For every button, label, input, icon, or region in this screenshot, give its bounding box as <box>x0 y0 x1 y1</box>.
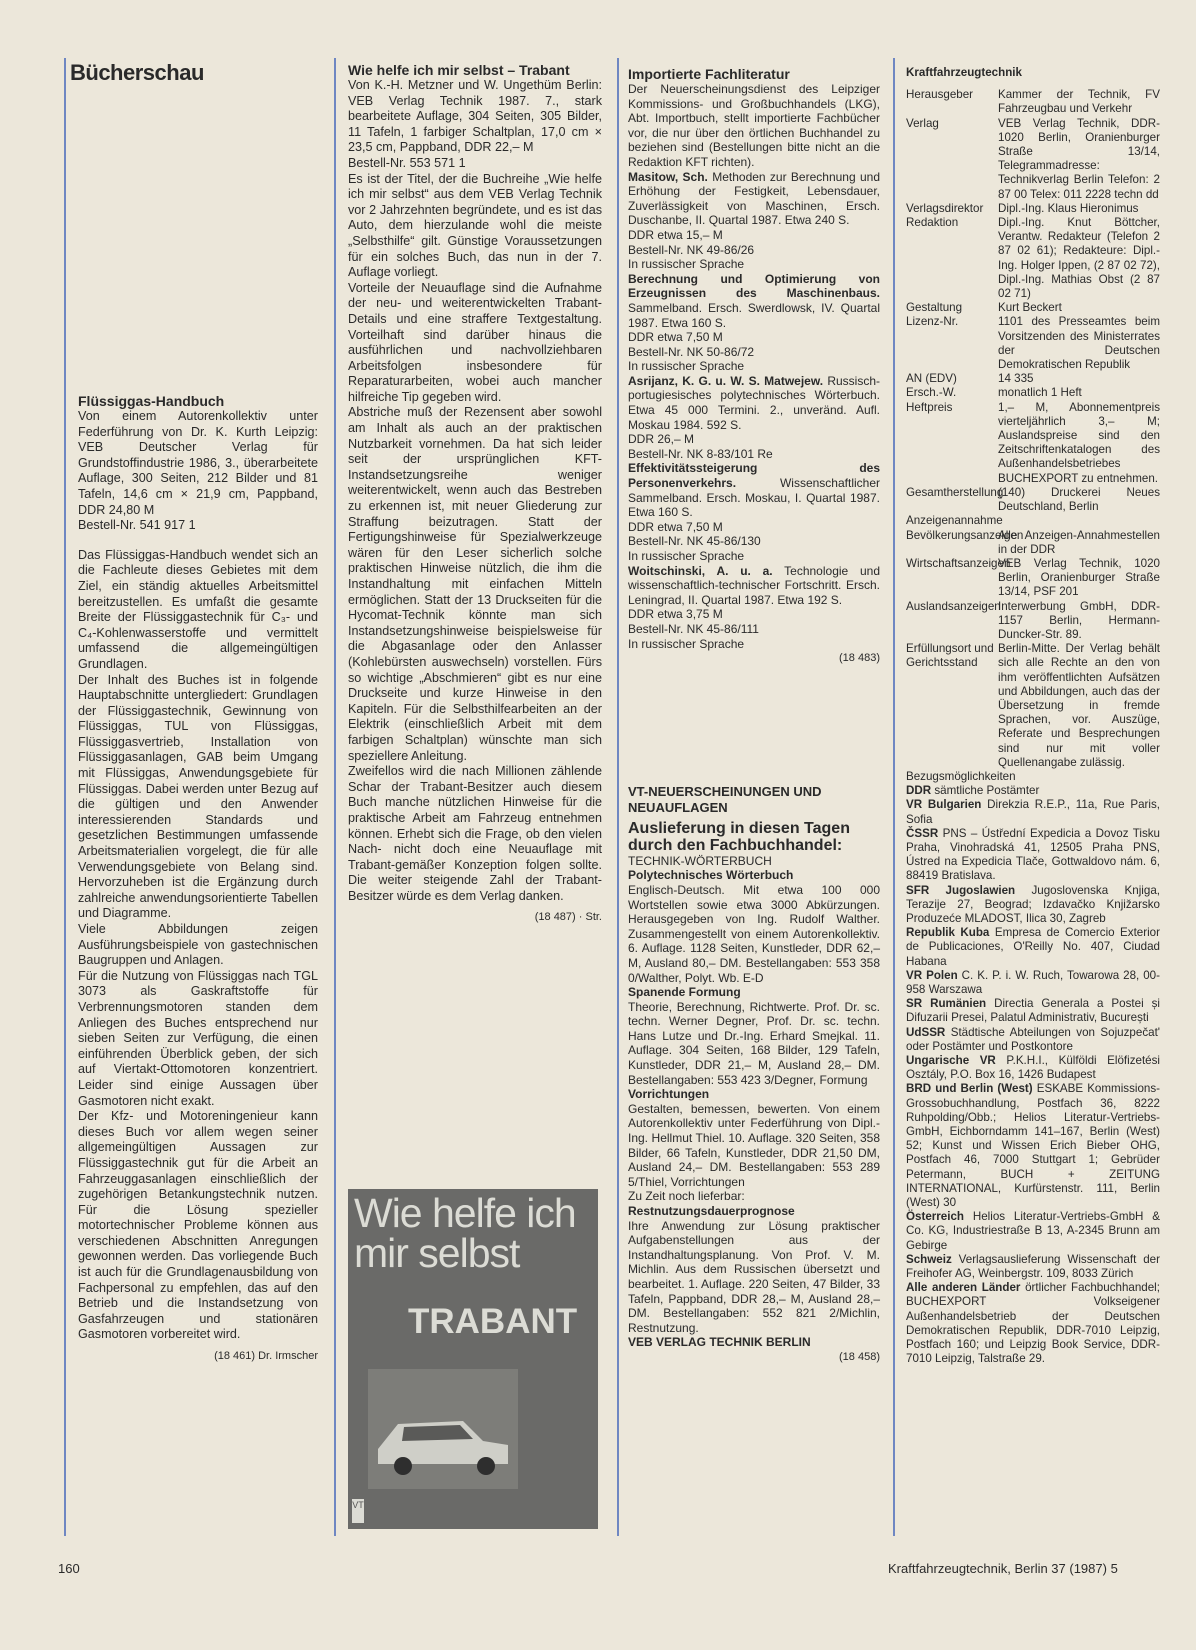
section-title: Bücherschau <box>70 60 204 85</box>
supply-item <box>906 1210 1160 1253</box>
entry-order: Bestell-Nr. NK 50-86/72 <box>628 344 755 359</box>
book-title: Flüssiggas-Handbuch <box>78 393 225 409</box>
import-entry <box>628 374 880 432</box>
supply-country: DDR <box>906 784 932 798</box>
imprint-row <box>906 529 1160 557</box>
reference-number: (18 483) <box>839 652 880 665</box>
supply-country: SR Rumänien <box>906 997 987 1011</box>
vt-book-title: Vorrichtungen <box>628 1087 710 1102</box>
supply-item <box>906 1281 1160 1366</box>
imprint-row <box>906 401 1160 486</box>
entry-price: DDR etwa 3,75 M <box>628 607 723 622</box>
supply-text: Empresa de Comercio Exterior de Publicaciones, O'Reilly No. 407, Ciudad Habana <box>906 926 1160 968</box>
supply-country: Österreich <box>906 1210 964 1224</box>
entry-order: Bestell-Nr. NK 45-86/111 <box>628 621 759 636</box>
review-paragraph: Viele Abbildungen zeigen Ausführungsbeispiele von gastechnischen Baugruppen und Anlagen. <box>78 922 318 968</box>
vt-publisher: VEB VERLAG TECHNIK BERLIN <box>628 1335 811 1350</box>
imprint-key: AN (EDV) <box>906 372 957 386</box>
supply-list <box>906 784 1160 1366</box>
entry-text: Russisch-portugiesisches polytechnisches Wörterbuch. Etwa 45 000 Termini. 2., unveränd. Aufl. Moskau 1984. 592 S. <box>628 373 881 432</box>
entry-text: Technologie und wissenschaftlich-technischer Fortschritt. Ersch. Leningrad, II. Quartal 1987. Etwa 192 S. <box>628 563 880 607</box>
supply-country: Ungarische VR <box>906 1054 996 1068</box>
cover-subtitle: TRABANT <box>408 1302 578 1341</box>
supply-text: Direkzia R.E.P., 11a, Rue Paris, Sofia <box>906 798 1160 826</box>
entry-author: Asrijanz, K. G. u. W. S. Matwejew. <box>628 373 824 388</box>
supply-item <box>906 798 1160 826</box>
vt-subheading: Auslieferung in diesen Tagen durch den Fachbuchhandel: <box>628 819 850 854</box>
imprint-row <box>906 216 1160 301</box>
imprint-value: monatlich 1 Heft <box>998 386 1082 400</box>
imprint-row <box>906 202 1160 216</box>
imprint-row <box>906 486 1160 514</box>
book-info: Von K.-H. Metzner und W. Ungethüm Berlin: VEB Verlag Technik 1987. 7., stark bearbeitete Auflage, 304 Seiten, 305 Bilder, 11 Tafeln, 1 farbiger Schaltplan, 17,0 cm × 23,5 cm, Pappband, DDR 22,– M <box>348 78 602 155</box>
entry-language: In russischer Sprache <box>628 549 745 563</box>
column-rule <box>64 58 66 1536</box>
imported-literature <box>628 66 880 1365</box>
supply-heading: Bezugsmöglichkeiten <box>906 769 1016 783</box>
imprint-title: Kraftfahrzeugtechnik <box>906 66 1022 79</box>
cover-title: Wie helfe ich mir selbst <box>354 1190 576 1276</box>
review-paragraph: Zweifellos wird die nach Millionen zählende Schar der Trabant-Besitzer auch diesem Buch manche nützlichen Hinweise für die praktische Arbeit am Fahrzeug entnehmen können. Erhebt sich die Frage, ob den vielen Nach- nicht doch eine Neuauflage mit Trabant-gemäßer Konzeption folgen sollte. Die weiter steigende Zahl der Trabant-Besitzer würde es dem Verlag danken. <box>348 764 602 903</box>
imprint-row <box>906 315 1160 372</box>
supply-text: C. K. P. i. W. Ruch, Towarowa 28, 00-958 Warszawa <box>906 968 1160 996</box>
imprint-row <box>906 386 1160 400</box>
vt-book-text: Gestalten, bemessen, bewerten. Von einem Autorenkollektiv unter Federführung von Dipl.-Ing. Hellmut Thiel. 10. Auflage. 320 Seiten, 358 Bilder, 66 Tafeln, Kunstleder, DDR 21,50 DM, Ausland 24,– DM. Bestellangaben: 553 289 5/Thiel, Vorrichtungen <box>628 1101 880 1189</box>
imprint-row <box>906 557 1160 600</box>
order-number: Bestell-Nr. 553 571 1 <box>348 155 466 170</box>
supply-text: Jugoslovenska Knjiga, Terazije 27, Beograd; Izdavačko Knjižarsko Produzeće MLADOST, Ilica 30, Zagreb <box>906 883 1160 925</box>
entry-language: In russischer Sprache <box>628 359 745 374</box>
review-paragraph: Das Flüssiggas-Handbuch wendet sich an die Fachleute dieses Gebietes mit dem Ziel, ein ständig aktuelles Arbeitsmittel bereitzustellen. Es umfaßt die gesamte Breite der Flüssiggastechnik für C₃- und C₄-Kohlenwasserstoffe und vermittelt umfassend die allgemeingültigen Grundlagen. <box>78 547 318 671</box>
supply-text: Verlagsauslieferung Wissenschaft der Freihofer AG, Weinbergstr. 109, 8033 Zürich <box>906 1252 1160 1281</box>
supply-country: UdSSR <box>906 1025 946 1039</box>
review-paragraph: Abstriche muß der Rezensent aber sowohl am Inhalt als auch an der praktischen Nutzbarkeit vornehmen. Da hat sich leider seit der ursprünglichen KFT-Instandsetzungsreihe weniger weiterentwickelt, wenn auch das Bestreben zu erkennen ist, mit neuer Gliederung zur Straffung beizutragen. Statt der Fertigungshinweise für Spezialwerkzeuge wären für den Leser sicherlich solche praktischen Hinweise nützlich, die ihm die Instandhaltung mit einfachen Mitteln ermöglichen. Statt der 13 Druckseiten für die Hycomat-Technik könnte man sich Instandsetzungshinweise beispielsweise für die Abgasanlage oder den Anlasser (Kohlebürsten auswechseln) vorstellen. Fürs so wichtige „Abschmieren“ gibt es nur eine Druckseite und kurze Hinweise in den Kapiteln. Für die Selbsthilfearbeiten an der Elektrik (einschließlich Arbeit mit dem farbigen Schaltplan) wünschte man sich speziellere Anleitung. <box>348 405 602 763</box>
review-flussiggas <box>78 393 318 1365</box>
publisher-logo: VT <box>352 1499 364 1523</box>
supply-country: ČSSR <box>906 826 939 840</box>
entry-author: Woitschinski, A. u. a. <box>628 563 773 578</box>
vt-book-title: Spanende Formung <box>628 985 741 1000</box>
imprint-key: Redaktion <box>906 216 959 230</box>
section-heading: Importierte Fachliteratur <box>628 66 790 82</box>
imprint-row <box>906 88 1160 116</box>
column-rule <box>617 58 619 1536</box>
supply-country: BRD und Berlin (West) <box>906 1082 1033 1096</box>
imprint-key: Verlag <box>906 116 939 130</box>
vt-book-text: Ihre Anwendung zur Lösung praktischer Aufgabenstellungen aus der Instandhaltungsplanung. Von Prof. V. M. Michlin. Aus dem Russischen übersetzt und bearbeitet. 1. Auflage. 220 Seiten, 47 Bilder, 33 Tafeln, Pappband, DDR 28,– M, Ausland 28,– DM. Bestellangaben: 552 821 2/Michlin, Restnutzung. <box>628 1218 880 1335</box>
entry-price: DDR 26,– M <box>628 432 695 447</box>
entry-text: Wissenschaftlicher Sammelband. Ersch. Moskau, I. Quartal 1987. Etwa 160 S. <box>628 476 880 520</box>
imprint-key: Erfüllungsort und Gerichtsstand <box>906 642 994 670</box>
journal-footer: Kraftfahrzeugtechnik, Berlin 37 (1987) 5 <box>888 1561 1118 1576</box>
column-rule <box>334 58 336 1536</box>
import-entry <box>628 564 880 608</box>
entry-order: Bestell-Nr. NK 8-83/101 Re <box>628 446 773 461</box>
supply-item <box>906 1026 1160 1054</box>
review-signature: (18 487) · Str. <box>534 911 602 924</box>
imprint-value: 1101 des Presseamtes beim Vorsitzenden des Ministerrates der Deutschen Demokratischen Republik <box>998 315 1160 372</box>
supply-country: Republik Kuba <box>906 926 990 940</box>
book-cover-image <box>348 1189 598 1529</box>
supply-text: ESKABE Kommissions-Grossobuchhandlung, Postfach 36, 8222 Ruhpolding/Obb.; Helios Literatur-Vertriebs-GmbH, Eichborndamm 141–167, Berlin (West) 52; Kunst und Wissen Erich Bieber OHG, Postfach 46, 7000 Stuttgart 1; Gebrüder Petermann, BUCH + ZEITUNG INTERNATIONAL, Kurfürstenstr. 111, Berlin (West) 30 <box>906 1082 1160 1210</box>
ad-heading: Anzeigenannahme <box>906 514 1003 528</box>
import-entries <box>628 170 880 652</box>
imprint <box>906 66 1160 1366</box>
imprint-key: Gesamtherstellung <box>906 485 1004 499</box>
supply-text: örtlicher Fachbuchhandel; BUCHEXPORT Volkseigener Außenhandelsbetrieb der Deutschen Demokratischen Republik, DDR-7010 Leipzig, Postfach 160; und Leipzig Book Service, DDR-7010 Leipzig, Talstraße 29. <box>906 1281 1160 1366</box>
supply-item <box>906 884 1160 927</box>
imprint-row <box>906 600 1160 643</box>
entry-order: Bestell-Nr. NK 45-86/130 <box>628 534 761 549</box>
supply-item <box>906 1082 1160 1210</box>
imprint-key: Bevölkerungsanzeigen <box>906 528 1024 542</box>
entry-text: Sammelband. Ersch. Swerdlowsk, IV. Quartal 1987. Etwa 160 S. <box>628 300 880 330</box>
vt-heading: VT-NEUERSCHEINUNGEN UND NEUAUFLAGEN <box>628 783 822 815</box>
supply-country: VR Bulgarien <box>906 798 982 812</box>
intro-text: Der Neuerscheinungsdienst des Leipziger Kommissions- und Großbuchhandels (LKG), Abt. Importbuch, stellt importierte Fachbücher vor, die nur über den örtlichen Buchhandel zu beziehen sind (Bestellungen bitte nicht an die Redaktion KFT richten). <box>628 82 880 169</box>
entry-price: DDR etwa 7,50 M <box>628 519 723 534</box>
car-illustration <box>368 1369 518 1489</box>
review-paragraph: Der Inhalt des Buches ist in folgende Hauptabschnitte untergliedert: Grundlagen der Flüssiggastechnik, Gewinnung von Flüssiggas, TUL von Flüssiggas, Flüssiggasvertrieb, Installation von Flüssiggasanlagen, GAB beim Umgang mit Flüssiggas, Anwendungsgebiete für Flüssiggas. Dabei werden unter Bezug auf die gültigen und den Anwender interessierenden Standards und gesetzlichen Bestimmungen umfassende Arbeitsmaterialien vorgelegt, die für alle Verwendungsgebiete von Belang sind. Hervorzuheben ist die Ergänzung durch zahlreiche anwendungsorientierte Tabellen und Diagramme. <box>78 672 318 921</box>
order-number: Bestell-Nr. 541 917 1 <box>78 518 196 533</box>
supply-item <box>906 1253 1160 1281</box>
imprint-value: Alle Anzeigen-Annahmestellen in der DDR <box>998 528 1160 556</box>
imprint-key: Wirtschaftsanzeigen <box>906 556 1011 570</box>
vt-book-title: Polytechnisches Wörterbuch <box>628 868 794 883</box>
imprint-key: Heftpreis <box>906 400 953 414</box>
imprint-key: Herausgeber <box>906 88 974 102</box>
imprint-key: Gestaltung <box>906 301 963 315</box>
entry-author: Masitow, Sch. <box>628 169 708 184</box>
entry-text: Methoden zur Berechnung und Erhöhung der Festigkeit, Lebensdauer, Zuverlässigkeit von Maschinen, Ersch. Duschanbe, II. Quartal 1987. Etwa 240 S. <box>628 169 880 228</box>
imprint-key: Ersch.-W. <box>906 386 957 400</box>
supply-text: P.K.H.I., Külföldi Elöfizetési Osztály, P.O. Box 16, 1426 Budapest <box>906 1054 1160 1082</box>
review-paragraph: Vorteile der Neuauflage sind die Aufnahme der neu- und weiterentwickelten Trabant-Details und eine straffere Textgestaltung. Vorteilhaft sind darüber hinaus die ausführlichen und nachvollziehbaren Arbeitsfolgen insbesondere für Reparaturarbeiten, wobei auch mancher hilfreiche Tip gegeben wird. <box>348 280 602 404</box>
page-number: 160 <box>58 1561 80 1576</box>
import-entry <box>628 272 880 330</box>
entry-price: DDR etwa 15,– M <box>628 227 723 242</box>
supply-text: Directia Generala a Postei și Difuzarii Presei, Palatul Administrativ, București <box>906 997 1160 1025</box>
imprint-value: Interwerbung GmbH, DDR-1157 Berlin, Hermann-Duncker-Str. 89. <box>998 599 1160 641</box>
vt-entries <box>628 1204 880 1335</box>
vt-entries <box>628 868 880 1189</box>
supply-item <box>906 827 1160 884</box>
imprint-key: Lizenz-Nr. <box>906 315 959 329</box>
entry-author: Berechnung und Optimierung von Erzeugnissen des Maschinenbaus. <box>628 271 880 301</box>
supply-country: VR Polen <box>906 968 958 982</box>
supply-item <box>906 997 1160 1025</box>
imprint-row <box>906 642 1160 770</box>
supply-item <box>906 969 1160 997</box>
imprint-value: Berlin-Mitte. Der Verlag behält sich alle Rechte an den von ihm veröffentlichten Aufsätzen und Abbildungen, auch das der Übersetzung in fremde Sprachen, vor. Auszüge, Referate und Besprechungen sind nur mit voller Quellenangabe zulässig. <box>998 642 1160 769</box>
imprint-value: 14 335 <box>998 372 1034 386</box>
supply-country: SFR Jugoslawien <box>906 883 1016 897</box>
supply-text: PNS – Ústřední Expedicia a Dovoz Tisku Praha, Vinohradská 41, 12505 Praha PNS, Ústred na Expedicia Tlače, Gottwaldovo nám. 6, 88419 Bratislava. <box>906 826 1160 883</box>
book-info: Von einem Autorenkollektiv unter Federführung von Dr. K. Kurth Leipzig: VEB Deutscher Verlag für Grundstoffindustrie 1986, 3., überarbeitete Auflage, 300 Seiten, 212 Bilder und 81 Tafeln, 14,6 cm × 21,9 cm, Pappband, DDR 24,80 M <box>78 409 318 517</box>
imprint-row <box>906 117 1160 202</box>
review-paragraph: Der Kfz- und Motoreningenieur kann dieses Buch vor allem wegen seiner allgemeingültigen Aussagen zur Flüssiggastechnik gut für die Arbeit an Fahrzeuggasanlagen einschließlich der zugehörigen Betankungstechnik nutzen. Für die Lösung spezieller motortechnischer Probleme können aus verschiedenen Abschnitten Anregungen gewonnen werden. Das vorliegende Buch ist auch für die Grundlagenausbildung von Fachpersonal zu empfehlen, das auf den Betrieb und die Instandsetzung von Gasfahrzeugen und stationären Gasmotoren vorbereitet wird. <box>78 1109 318 1342</box>
imprint-row <box>906 372 1160 386</box>
imprint-rows <box>906 529 1160 770</box>
review-paragraph: Es ist der Titel, der die Buchreihe „Wie helfe ich mir selbst“ aus dem VEB Verlag Technik vor 2 Jahrzehnten begründete, und es ist das Auto, dem hierzulande wohl die meiste „Selbsthilfe“ gilt. Günstige Voraussetzungen für ein solches Buch, das nun in der 7. Auflage vorliegt. <box>348 171 602 280</box>
supply-text: sämtliche Postämter <box>931 784 1040 798</box>
supply-item <box>906 1054 1160 1082</box>
entry-author: Effektivitätssteigerung des Personenverkehrs. <box>628 461 880 491</box>
imprint-value: Dipl.-Ing. Knut Böttcher, Verantw. Redakteur (Telefon 2 87 02 61); Redakteure: Dipl.-Ing. Holger Ippen, (2 87 02 72), Dipl.-Ing. Mathias Obst (2 87 02 71) <box>998 216 1160 301</box>
column-rule <box>893 58 895 1536</box>
vt-book-text: Theorie, Berechnung, Richtwerte. Prof. Dr. sc. techn. Werner Degner, Prof. Dr. sc. techn. Hans Lutze und Dr.-Ing. Erhard Smejkal. 11. Auflage. 304 Seiten, 168 Bilder, 129 Tafeln, Kunstleder, DDR 21,– M, Ausland 28,– DM. Bestellangaben: 553 423 3/Degner, Formung <box>628 999 880 1087</box>
supply-text: Städtische Abteilungen von Sojuzpečat' oder Postämter und Postkontore <box>906 1025 1160 1053</box>
imprint-key: Verlagsdirektor <box>906 201 984 215</box>
review-paragraph: Für die Nutzung von Flüssiggas nach TGL 3073 als Gaskraftstoffe für Verbrennungsmotoren standen dem Anliegen des Buches entsprechend nur sieben Seiten zur Verfügung, die einen einführenden Überblick geben, der sich auf Viertakt-Ottomotoren konzentriert. Leider sind einige Aussagen über Gasmotoren nicht exakt. <box>78 968 318 1108</box>
vt-note: Zu Zeit noch lieferbar: <box>628 1189 745 1204</box>
supply-item <box>906 784 1160 798</box>
imprint-rows <box>906 88 1160 514</box>
review-signature: (18 461) Dr. Irmscher <box>214 1350 318 1363</box>
entry-order: Bestell-Nr. NK 49-86/26 <box>628 242 755 257</box>
imprint-key: Auslandsanzeigen <box>906 599 1001 613</box>
entry-language: In russischer Sprache <box>628 257 745 272</box>
imprint-value: Dipl.-Ing. Klaus Hieronimus <box>998 201 1139 215</box>
imprint-value: (140) Druckerei Neues Deutschland, Berlin <box>998 485 1160 514</box>
import-entry <box>628 170 880 228</box>
reference-number: (18 458) <box>839 1350 880 1363</box>
entry-language: In russischer Sprache <box>628 636 745 651</box>
supply-text: Helios Literatur-Vertriebs-GmbH & Co. KG, Industriestraße B 13, A-2345 Brunn am Gebirge <box>906 1210 1160 1252</box>
book-title: Wie helfe ich mir selbst – Trabant <box>348 62 570 78</box>
supply-country: Alle anderen Länder <box>906 1281 1021 1295</box>
vt-book-title: Restnutzungsdauerprognose <box>628 1204 795 1218</box>
import-entry <box>628 461 880 519</box>
vt-category: TECHNIK-WÖRTERBUCH <box>628 853 772 868</box>
supply-country: Schweiz <box>906 1252 952 1266</box>
imprint-row <box>906 301 1160 315</box>
imprint-value: VEB Verlag Technik, 1020 Berlin, Oranienburger Straße 13/14, PSF 201 <box>998 556 1160 599</box>
review-trabant <box>348 62 602 926</box>
supply-item <box>906 926 1160 969</box>
vt-book-text: Englisch-Deutsch. Mit etwa 100 000 Wortstellen sowie etwa 3000 Abkürzungen. Herausgegeben von Ing. Rudolf Walther. Zusammengestellt von einem Autorenkollektiv. 6. Auflage. 1128 Seiten, Kunstleder, DDR 62,– M, Ausland 80,– DM. Bestellangaben: 553 358 0/Walther, Polyt. Wb. E-D <box>628 882 880 985</box>
imprint-value: VEB Verlag Technik, DDR-1020 Berlin, Oranienburger Straße 13/14, Telegrammadresse: Technikverlag Berlin Telefon: 2 87 00 Telex: 011 2228 techn dd <box>998 116 1160 201</box>
imprint-value: 1,– M, Abonnementpreis vierteljährlich 3,– M; Auslandspreise sind den Zeitschriftenkatalogen des Außenhandelsbetriebes BUCHEXPORT zu entnehmen. <box>998 400 1160 485</box>
imprint-value: Kurt Beckert <box>998 301 1062 315</box>
imprint-value: Kammer der Technik, FV Fahrzeugbau und Verkehr <box>998 88 1160 116</box>
entry-price: DDR etwa 7,50 M <box>628 330 723 345</box>
